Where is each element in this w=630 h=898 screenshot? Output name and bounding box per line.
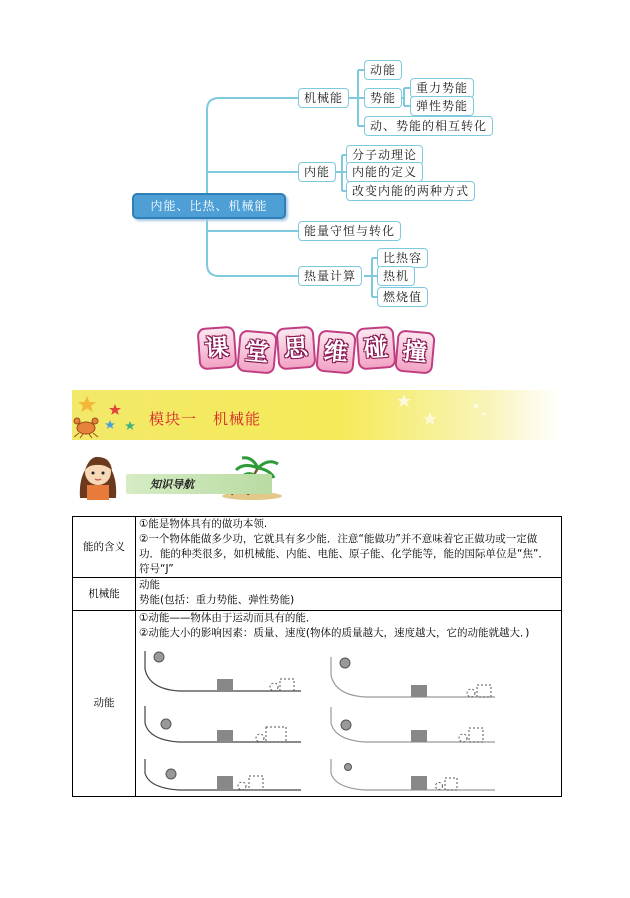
starfish-icon (423, 412, 437, 425)
ramp-figure (145, 759, 301, 790)
row-content-mechanical-energy (136, 578, 562, 611)
banner-char: 堂 (236, 329, 277, 374)
node-kinetic-energy: 动能 (364, 60, 402, 80)
ramp-ball-block-diagrams (139, 641, 559, 796)
ramp-figure (331, 759, 495, 790)
kinetic-line-1: ①动能——物体由于运动而具有的能． (139, 612, 317, 624)
banner-char: 课 (197, 326, 238, 371)
node-energy-conversion: 动、势能的相互转化 (364, 116, 493, 136)
node-internal-energy: 内能 (298, 162, 336, 182)
node-potential-energy: 势能 (364, 88, 402, 108)
mind-map (0, 0, 630, 320)
banner-char: 思 (276, 326, 317, 371)
table-row (73, 578, 562, 611)
mind-map-root: 内能、比热、机械能 (132, 193, 286, 219)
node-heat-calculation: 热量计算 (298, 266, 362, 286)
knowledge-table (72, 516, 562, 797)
knowledge-nav-strip (126, 474, 272, 494)
table-row (73, 517, 562, 578)
ramp-figure (331, 657, 495, 697)
node-specific-heat: 比热容 (377, 248, 428, 268)
row-header-mechanical-energy: 机械能 (73, 578, 136, 611)
energy-meaning-line-2: ②一个物体能做多少功，它就具有多少能．注意“能做功”并不意味着它正做功或一定做功．能的种类很多，如机械能、内能、电能、原子能、化学能等，能的国际单位是“焦”．符号“J” (139, 533, 549, 575)
energy-meaning-line-1: ①能是物体具有的做功本领. (139, 518, 268, 530)
row-content-energy-meaning (136, 517, 562, 578)
row-content-kinetic-energy (136, 611, 562, 797)
starfish-icon (125, 421, 135, 430)
crab-icon (74, 418, 98, 438)
class-thinking-banner (198, 327, 434, 371)
node-mechanical-energy: 机械能 (298, 88, 349, 108)
kinetic-line-2: ②动能大小的影响因素：质量、速度(物体的质量越大，速度越大，它的动能就越大．) (139, 627, 530, 639)
starfish-icon (397, 394, 411, 407)
node-change-methods: 改变内能的两种方式 (346, 181, 475, 201)
node-gravity-potential: 重力势能 (410, 78, 474, 98)
ramp-figure (145, 706, 301, 742)
node-fuel-value: 燃烧值 (377, 287, 428, 307)
girl-avatar-icon (80, 457, 116, 500)
banner-char: 维 (315, 329, 356, 374)
knowledge-nav-label: 知识导航 (150, 478, 194, 491)
node-molecular-theory: 分子动理论 (346, 145, 423, 165)
banner-char: 碰 (355, 326, 396, 371)
banner-char: 撞 (395, 329, 436, 374)
node-elastic-potential: 弹性势能 (410, 96, 474, 116)
node-energy-conservation: 能量守恒与转化 (298, 221, 401, 241)
ramp-figure (331, 707, 495, 742)
node-heat-engine: 热机 (377, 266, 415, 286)
mechanical-line-1: 动能 (139, 579, 160, 591)
row-header-energy-meaning: 能的含义 (73, 517, 136, 578)
module-header-bar (72, 390, 560, 440)
module-decoration (72, 390, 560, 440)
starfish-icon (109, 404, 121, 415)
mechanical-line-2: 势能(包括：重力势能、弹性势能) (139, 594, 295, 606)
table-row (73, 611, 562, 797)
row-header-kinetic-energy: 动能 (73, 611, 136, 797)
kinetic-experiment-figures (139, 641, 559, 796)
starfish-icon (105, 420, 115, 429)
node-internal-definition: 内能的定义 (346, 162, 423, 182)
module-title: 模块一 机械能 (149, 410, 262, 428)
ramp-figure (145, 651, 301, 691)
starfish-icon (78, 396, 96, 412)
